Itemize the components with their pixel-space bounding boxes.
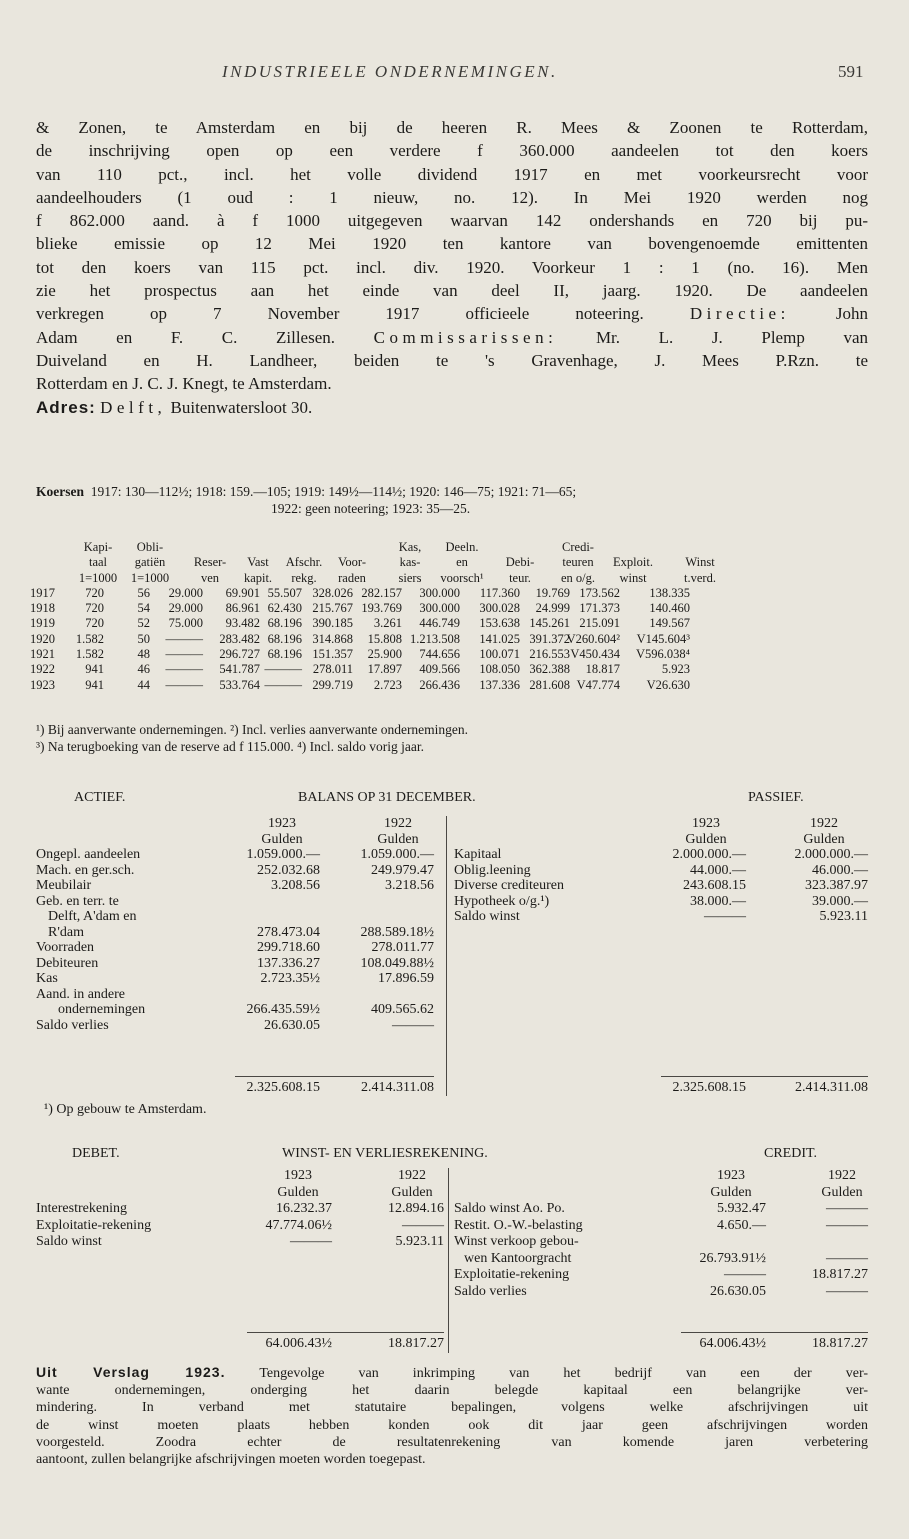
table-cell: 17.897 [367,662,402,677]
intro-line: van 110 pct., incl. het volle dividend 1917 en met voorkeursrecht voor [36,164,868,184]
balans-left-value-1923: 252.032.68 [257,862,320,878]
table-header-cell: voorsch¹ [440,570,484,585]
table-cell: 68.196 [267,616,302,631]
balans-left-value-1923: 2.723.35½ [260,971,320,986]
balans-section [36,790,876,1120]
balans-total: 2.414.311.08 [795,1080,868,1095]
winst-right-label: Saldo verlies [454,1283,527,1299]
table-cell: 140.460 [649,601,690,616]
balans-title: BALANS OP 31 DECEMBER. [298,790,476,805]
kapitaal-header-row [30,571,870,586]
table-cell: 278.011 [312,662,353,677]
table-row [30,616,870,631]
table-header-cell: 1=1000 [130,570,170,585]
intro-line: zie het prospectus aan het einde van deel II, jaarg. 1920. De aandeelen [36,281,868,301]
winst-total: 64.006.43½ [265,1336,332,1351]
running-header [0,62,909,88]
table-header-cell: raden [338,570,366,585]
table-cell: 299.719 [312,677,353,692]
directie-names: Adam en F. C. Zillesen. [36,327,336,347]
winst-right-value-1922: ——— [826,1250,868,1266]
table-cell: 1921 [30,647,55,662]
balans-left-value-1923: 1.059.000.— [246,847,320,862]
winst-unit-label: Gulden [277,1184,319,1200]
winst-left-value-1923: 16.232.37 [276,1201,332,1216]
intro-line: de inschrijving open op een verdere f 360.000 aandeelen tot den koers [36,141,868,161]
balans-left-value-1923: 278.473.04 [257,924,320,940]
intro-line: blieke emissie op 12 Mei 1920 ten kantore van bovengenoemde emittenten [36,234,868,254]
table-cell: V450.434 [570,647,620,662]
kapitaal-table [30,540,870,693]
winst-total: 64.006.43½ [699,1336,766,1351]
intro-line: f 862.000 aand. à f 1000 uitgegeven waarvan 142 ondershands en 720 bij pu- [36,211,868,231]
balans-unit-label: Gulden [803,831,845,847]
table-cell: 328.026 [312,585,353,600]
balans-right-value-1922: 5.923.11 [819,909,868,924]
winst-total: 18.817.27 [388,1336,444,1351]
table-cell: 5.923 [661,662,690,677]
winst-left-value-1923: 47.774.06½ [265,1217,332,1233]
balans-left-label: Debiteuren [36,955,99,971]
table-header-cell: teur. [509,570,531,585]
winst-right-value-1922: ——— [826,1201,868,1216]
table-cell: 149.567 [649,616,690,631]
table-header-cell: Obli- [136,540,164,554]
table-row [30,632,870,647]
passief-title: PASSIEF. [748,790,804,805]
balans-right-value-1922: 46.000.— [812,862,868,878]
balans-left-value-1922: 108.049.88½ [360,955,434,971]
balans-left-value-1922: 17.896.59 [378,971,434,986]
table-header-cell: 1=1000 [78,570,118,585]
intro-line: verkregen op 7 November 1917 officieele noteering. [36,304,644,324]
balans-right-value-1923: ——— [704,909,746,924]
table-cell: 46 [137,662,150,677]
table-cell: 744.656 [419,647,460,662]
table-cell: 266.436 [419,677,460,692]
credit-title: CREDIT. [764,1146,818,1161]
table-cell: 215.091 [579,616,620,631]
table-cell: 68.196 [267,631,302,646]
balans-left-value-1923: 26.630.05 [264,1017,320,1033]
table-cell: 50 [137,631,150,646]
winst-year-1923: 1923 [284,1168,312,1183]
running-title: INDUSTRIEELE ONDERNEMINGEN. [222,62,558,81]
balans-total-rule [235,1076,434,1077]
table-note: ³) Na terugboeking van de reserve ad f 115.000. ⁴) Incl. saldo vorig jaar. [36,739,424,754]
winst-total: 18.817.27 [812,1336,868,1351]
balans-year-1923: 1923 [268,816,296,831]
table-cell: 314.868 [312,631,353,646]
table-cell: 69.901 [225,585,260,600]
table-cell: 19.769 [535,585,570,600]
table-header-cell: kapit. [243,570,273,585]
table-cell: 56 [137,585,150,600]
table-header-cell: ven [200,570,220,585]
winst-left-value-1922: 12.894.16 [388,1201,444,1216]
intro-line-directie [36,302,868,325]
winst-right-value-1923: 26.793.91½ [699,1250,766,1266]
winst-total-rule [681,1332,868,1333]
table-cell: 1918 [30,601,55,616]
balans-left-value-1922: 288.589.18½ [360,924,434,940]
kapitaal-notes [36,721,876,755]
table-cell: 1.582 [75,631,104,646]
winst-right-value-1923: 4.650.— [717,1217,766,1233]
balans-total: 2.325.608.15 [672,1080,746,1095]
table-cell: 24.999 [535,601,570,616]
balans-left-value-1923: 3.208.56 [271,878,320,893]
winst-right-label: Restit. O.-W.-belasting [454,1217,583,1233]
commissarissen-label: Commissarissen: [373,327,558,347]
table-header-cell: t.verd. [684,570,716,585]
table-header-cell: rekg. [291,570,317,585]
balans-left-label: Delft, A'dam en [48,909,137,924]
table-header-cell: Kapi- [83,540,113,554]
table-cell: 409.566 [419,662,460,677]
adres-label: Adres: [36,397,96,417]
balans-right-value-1922: 2.000.000.— [794,847,868,862]
table-cell: V260.604² [566,631,620,646]
table-row [30,586,870,601]
table-header-cell: Winst [685,555,715,570]
table-cell: ——— [165,662,203,677]
winst-total-rule [247,1332,444,1333]
balans-divider [446,816,447,1096]
actief-title: ACTIEF. [74,790,126,805]
balans-left-value-1922: 278.011.77 [371,940,434,955]
table-cell: 137.336 [479,677,520,692]
balans-total-rule [661,1076,868,1077]
table-cell: 44 [137,677,150,692]
table-header-cell: Voor- [338,555,366,570]
winst-section [36,1146,876,1356]
table-header-cell: teuren [562,555,594,570]
balans-right-label: Hypotheek o/g.¹) [454,893,550,909]
balans-left-label: ondernemingen [58,1002,146,1017]
table-cell: 29.000 [168,585,203,600]
balans-right-value-1923: 38.000.— [690,893,746,909]
table-header-cell: taal [88,555,108,570]
balans-right-value-1922: 323.387.97 [805,878,868,893]
balans-year-1922: 1922 [384,816,412,831]
balans-left-label: Mach. en ger.sch. [36,862,135,878]
table-header-cell: siers [398,570,422,585]
winst-left-value-1923: ——— [290,1234,332,1249]
balans-left-label: Kas [36,971,58,986]
table-cell: 941 [85,677,104,692]
balans-total: 2.414.311.08 [361,1080,434,1095]
table-cell: V26.630 [646,677,690,692]
table-row [30,678,870,693]
winst-right-value-1922: ——— [826,1283,868,1299]
table-cell: 720 [85,616,104,631]
winst-right-value-1923: 5.932.47 [717,1201,766,1216]
balans-right-label: Diverse crediteuren [454,878,564,893]
table-cell: 29.000 [168,601,203,616]
table-header-cell: Debi- [505,555,535,570]
verslag-line: aantoont, zullen belangrijke afschrijvingen moeten worden toegepast. [36,1452,426,1468]
balans-unit-label: Gulden [261,831,303,847]
balans-left-label: Aand. in andere [36,986,126,1002]
balans-footnote: ¹) Op gebouw te Amsterdam. [44,1102,207,1117]
winst-right-value-1923: ——— [724,1267,766,1282]
table-cell: 283.482 [219,631,260,646]
table-cell: 171.373 [579,601,620,616]
koersen-label: Koersen [36,484,84,499]
balans-left-label: Meubilair [36,878,92,893]
winst-left-label: Exploitatie-rekening [36,1217,152,1233]
balans-left-value-1922: ——— [392,1017,434,1033]
verslag-label: Uit Verslag 1923. [36,1364,226,1380]
intro-line: aandeelhouders (1 oud : 1 nieuw, no. 12). In Mei 1920 werden nog [36,187,868,207]
kapitaal-header-row [30,540,870,555]
table-cell: 151.357 [312,647,353,662]
balans-year-1923: 1923 [692,816,720,831]
balans-left-value-1922: 1.059.000.— [360,847,434,862]
table-header-cell: Kas, [398,540,422,554]
balans-right-label: Kapitaal [454,847,502,862]
table-cell: 1920 [30,631,55,646]
balans-left-value-1922: 3.218.56 [385,878,434,893]
balans-left-label: Saldo verlies [36,1017,109,1033]
koersen-line: 1922: geen noteering; 1923: 35—25. [271,501,471,516]
table-header-cell: en [456,555,468,570]
table-cell: 1923 [30,677,55,692]
table-cell: 1.213.508 [410,631,460,646]
table-cell: 3.261 [373,616,402,631]
table-cell: 300.000 [419,601,460,616]
verslag-paragraph [36,1364,868,1468]
table-cell: 541.787 [219,662,260,677]
table-cell: 108.050 [479,662,520,677]
adres-city: Delft, [100,397,167,417]
table-cell: 48 [137,647,150,662]
balans-year-1922: 1922 [810,816,838,831]
winst-year-1923: 1923 [717,1168,745,1183]
winst-left-value-1922: ——— [402,1217,444,1233]
intro-line: Duiveland en H. Landheer, beiden te 's Gravenhage, J. Mees P.Rzn. te [36,350,868,370]
kapitaal-header-row [30,555,870,570]
table-cell: 55.507 [267,585,302,600]
balans-unit-label: Gulden [377,831,419,847]
commissarissen-text: Mr. L. J. Plemp van [595,327,868,347]
table-cell: 25.900 [367,647,402,662]
debet-title: DEBET. [72,1146,120,1161]
balans-total: 2.325.608.15 [246,1080,320,1095]
table-cell: 941 [85,662,104,677]
koersen-line: 1917: 130—112½; 1918: 159.—105; 1919: 149½—114½; 1920: 146—75; 1921: 71—65; [90,484,577,499]
table-cell: 145.261 [529,616,570,631]
winst-title: WINST- EN VERLIESREKENING. [282,1146,488,1161]
table-cell: 141.025 [479,631,520,646]
table-cell: 296.727 [219,647,260,662]
intro-line-commissarissen [36,326,868,349]
table-cell: 153.638 [479,616,520,631]
table-cell: 68.196 [267,647,302,662]
table-header-cell: Afschr. [285,555,323,570]
table-row [30,601,870,616]
table-cell: 52 [137,616,150,631]
table-cell: 138.335 [649,585,690,600]
table-cell: 193.769 [361,601,402,616]
balans-left-value-1923: 137.336.27 [257,955,320,971]
balans-left-label: R'dam [48,924,84,940]
winst-right-label: Winst verkoop gebou- [454,1234,579,1249]
balans-unit-label: Gulden [685,831,727,847]
table-cell: V145.604³ [636,631,690,646]
table-cell: 100.071 [479,647,520,662]
directie-text: John [835,304,868,324]
table-cell: 173.562 [579,585,620,600]
koersen-block [36,483,868,517]
intro-paragraph [36,116,868,419]
winst-right-value-1923: 26.630.05 [710,1283,766,1299]
table-header-cell: Vast [247,555,269,570]
table-header-cell: Reser- [193,555,227,570]
table-cell: 86.961 [225,601,260,616]
balans-left-label: Ongepl. aandeelen [36,847,141,862]
winst-unit-label: Gulden [391,1184,433,1200]
winst-right-label: wen Kantoorgracht [464,1250,572,1266]
table-cell: ——— [165,647,203,662]
table-cell: 300.000 [419,585,460,600]
table-cell: V596.038⁴ [635,647,690,662]
table-header-cell: Credi- [562,540,594,554]
balans-left-label: Geb. en terr. te [36,893,119,909]
table-header-cell: gatiën [134,555,166,570]
table-cell: 720 [85,601,104,616]
table-cell: 216.553 [529,647,570,662]
table-cell: 2.723 [373,677,402,692]
balans-left-label: Voorraden [36,940,95,955]
table-header-cell: en o/g. [560,570,596,585]
winst-right-value-1922: ——— [826,1217,868,1233]
table-cell: 533.764 [219,677,260,692]
table-header-cell: Deeln. [445,540,479,554]
winst-unit-label: Gulden [710,1184,752,1200]
table-cell: 720 [85,585,104,600]
table-cell: 446.749 [419,616,460,631]
table-row [30,647,870,662]
table-cell: ——— [165,631,203,646]
adres-line [36,396,868,419]
table-cell: 1922 [30,662,55,677]
table-cell: 1917 [30,585,55,600]
verslag-line: wante ondernemingen, onderging het daarin belegde kapitaal een belangrijke ver- [36,1383,868,1399]
balans-left-value-1923: 266.435.59½ [246,1002,320,1017]
balans-right-label: Oblig.leening [454,862,531,878]
balans-left-value-1922: 409.565.62 [371,1002,434,1017]
table-row [30,662,870,677]
table-cell: ——— [165,677,203,692]
table-cell: 215.767 [312,601,353,616]
table-cell: 362.388 [529,662,570,677]
intro-line: Rotterdam en J. C. J. Knegt, te Amsterdam. [36,374,332,394]
winst-year-1922: 1922 [828,1168,856,1183]
balans-right-value-1923: 243.608.15 [683,878,746,893]
table-cell: 15.808 [367,631,402,646]
table-header-cell: winst [619,570,647,585]
table-cell: ——— [264,662,302,677]
winst-right-value-1922: 18.817.27 [812,1267,868,1282]
table-cell: 300.028 [479,601,520,616]
adres-street: Buitenwatersloot 30. [170,397,313,417]
winst-divider [448,1168,449,1353]
table-cell: 282.157 [361,585,402,600]
intro-line: & Zonen, te Amsterdam en bij de heeren R. Mees & Zoonen te Rotterdam, [36,118,868,137]
winst-left-label: Saldo winst [36,1234,102,1249]
table-cell: 93.482 [225,616,260,631]
table-cell: ——— [264,677,302,692]
verslag-line: Tengevolge van inkrimping van het bedrijf van een der ver- [259,1366,869,1381]
balans-right-value-1922: 39.000.— [812,893,868,909]
verslag-line: de winst moeten plaats hebben konden ook dit jaar geen afschrijvingen worden [36,1417,868,1433]
table-cell: 75.000 [168,616,203,631]
balans-right-label: Saldo winst [454,909,520,924]
table-cell: 18.817 [585,662,620,677]
table-cell: 54 [137,601,150,616]
table-cell: 1.582 [75,647,104,662]
winst-left-label: Interestrekening [36,1201,127,1216]
table-cell: 62.430 [267,601,302,616]
page-number: 591 [838,62,864,81]
balans-right-value-1923: 44.000.— [690,862,746,878]
winst-year-1922: 1922 [398,1168,426,1183]
table-header-cell: kas- [399,555,421,570]
table-cell: 281.608 [529,677,570,692]
table-cell: 1919 [30,616,55,631]
table-header-cell: Exploit. [613,555,653,570]
winst-right-label: Saldo winst Ao. Po. [454,1201,565,1216]
directie-label: Directie: [689,304,790,324]
winst-right-label: Exploitatie-rekening [454,1267,570,1282]
table-cell: 117.360 [479,585,520,600]
verslag-line: mindering. In verband met statutaire bepalingen, volgens welke afschrijvingen uit [36,1400,868,1416]
intro-line: tot den koers van 115 pct. incl. div. 1920. Voorkeur 1 : 1 (no. 16). Men [36,257,868,277]
table-note: ¹) Bij aanverwante ondernemingen. ²) Incl. verlies aanverwante ondernemingen. [36,722,469,737]
balans-left-value-1922: 249.979.47 [371,862,434,878]
table-cell: V47.774 [576,677,620,692]
table-cell: 390.185 [312,616,353,631]
table-cell: 391.372 [529,631,570,646]
verslag-line: voorgesteld. Zoodra echter de resultatenrekening van komende jaren verbetering [36,1434,868,1450]
winst-unit-label: Gulden [821,1184,863,1200]
balans-left-value-1923: 299.718.60 [257,940,320,955]
winst-left-value-1922: 5.923.11 [395,1234,444,1249]
balans-right-value-1923: 2.000.000.— [672,847,746,862]
